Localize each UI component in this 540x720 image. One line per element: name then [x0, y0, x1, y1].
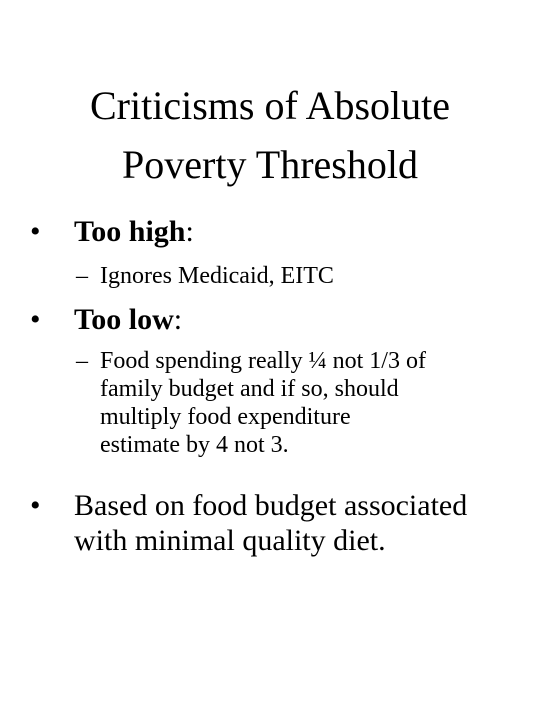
sub-line: Ignores Medicaid, EITC	[100, 263, 334, 289]
bullet-text	[74, 214, 194, 250]
bullet-text	[74, 488, 467, 558]
bullet-line: with minimal quality diet.	[74, 524, 386, 557]
sub-bullet-text	[100, 347, 426, 459]
bullet-icon: •	[30, 489, 41, 522]
bullet-line: Based on food budget associated	[74, 489, 468, 522]
bullet-label: Too high	[74, 215, 186, 248]
bullet-suffix: :	[173, 303, 183, 336]
bullet-suffix: :	[185, 215, 194, 248]
bullet-text	[74, 302, 182, 338]
sub-line: estimate by 4 not 3.	[100, 432, 289, 458]
sub-bullet-text	[100, 262, 334, 290]
dash-icon: –	[76, 348, 88, 374]
bullet-icon: •	[30, 215, 41, 248]
slide-title	[20, 76, 520, 194]
sub-line: family budget and if so, should	[100, 376, 399, 402]
sub-line: multiply food expenditure	[100, 404, 351, 430]
sub-line: Food spending really ¼ not 1/3 of	[100, 348, 426, 374]
title-line-2: Poverty Threshold	[122, 142, 418, 187]
bullet-icon: •	[30, 303, 41, 336]
bullet-label: Too low	[74, 303, 174, 336]
title-line-1: Criticisms of Absolute	[90, 83, 450, 128]
dash-icon: –	[76, 263, 88, 289]
